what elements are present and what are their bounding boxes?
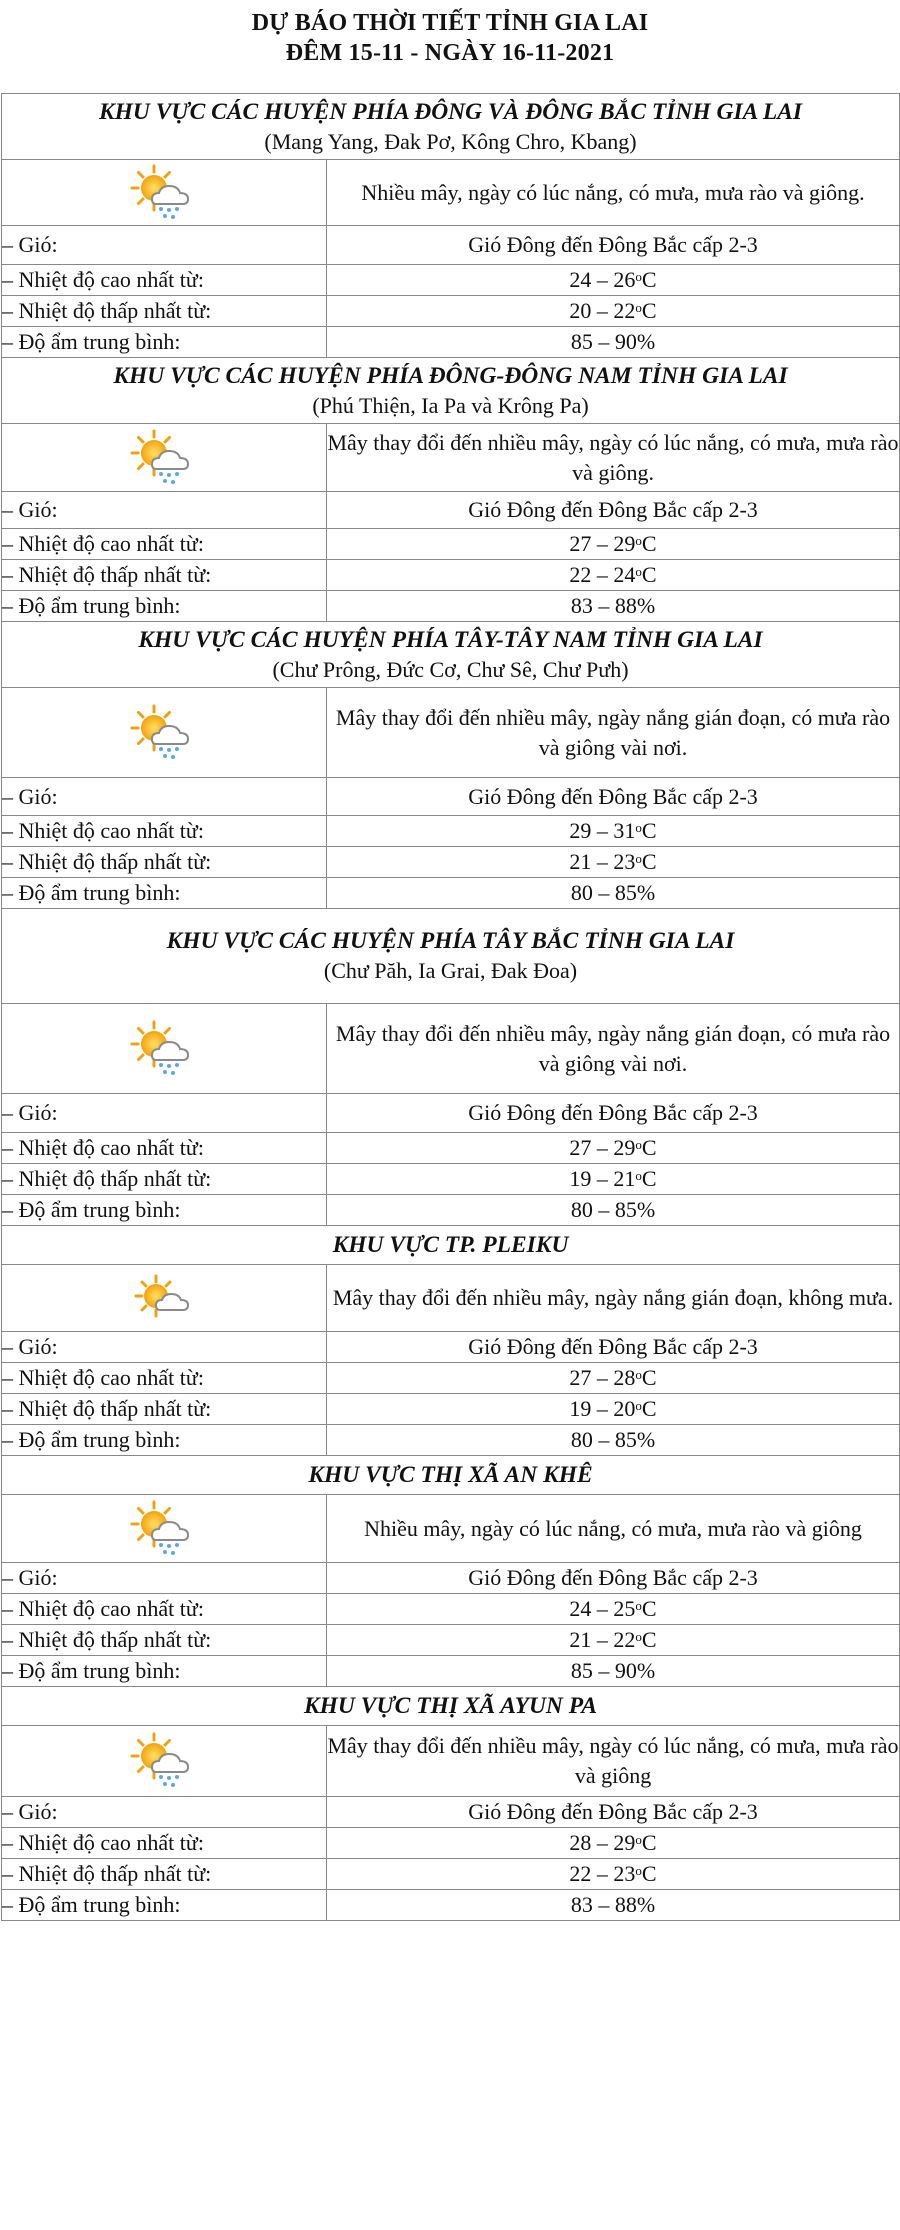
degree-mark: o (635, 820, 642, 835)
temp-min-label: – Nhiệt độ thấp nhất từ: (2, 1625, 327, 1656)
humidity-value: 80 – 85% (327, 1195, 900, 1226)
weather-description: Nhiều mây, ngày có lúc nắng, có mưa, mưa rào và giông. (327, 160, 900, 226)
celsius-unit: C (641, 818, 657, 843)
region-header (2, 1226, 900, 1265)
region-header (2, 1687, 900, 1726)
humidity-row (2, 1656, 900, 1687)
temp-max-range: 24 – 25 (569, 1596, 636, 1621)
wind-value: Gió Đông đến Đông Bắc cấp 2-3 (327, 1563, 900, 1594)
wind-row (2, 492, 900, 529)
temp-max-value (327, 1594, 900, 1625)
temp-min-value (327, 296, 900, 327)
temp-min-row (2, 1859, 900, 1890)
temp-max-row (2, 1133, 900, 1164)
temp-min-value (327, 560, 900, 591)
celsius-unit: C (641, 1861, 657, 1886)
wind-value: Gió Đông đến Đông Bắc cấp 2-3 (327, 1332, 900, 1363)
region-districts: (Phú Thiện, Ia Pa và Krông Pa) (312, 392, 589, 418)
degree-mark: o (635, 1863, 642, 1878)
weather-icon-cell (2, 688, 327, 778)
wind-label: – Gió: (2, 1332, 327, 1363)
temp-min-label: – Nhiệt độ thấp nhất từ: (2, 1394, 327, 1425)
region-header (2, 358, 900, 424)
region-header-row (2, 1456, 900, 1495)
region-districts: (Chư Păh, Ia Grai, Đak Đoa) (323, 958, 578, 983)
temp-min-value (327, 1394, 900, 1425)
temp-max-row (2, 265, 900, 296)
temp-min-range: 22 – 24 (569, 562, 636, 587)
region-header-row (2, 358, 900, 424)
sun-cloud-icon (2, 1272, 326, 1324)
region-name: KHU VỰC CÁC HUYỆN PHÍA TÂY BẮC TỈNH GIA LAI (166, 928, 735, 954)
region-header-row (2, 622, 900, 688)
weather-icon-cell (2, 1726, 327, 1797)
forecast-table (1, 93, 900, 1921)
humidity-value: 83 – 88% (327, 591, 900, 622)
wind-row (2, 226, 900, 265)
humidity-row (2, 591, 900, 622)
celsius-unit: C (641, 1396, 657, 1421)
temp-min-range: 19 – 20 (569, 1396, 636, 1421)
wind-row (2, 1797, 900, 1828)
degree-mark: o (635, 851, 642, 866)
temp-max-range: 29 – 31 (569, 818, 636, 843)
temp-max-row (2, 1363, 900, 1394)
region-name: KHU VỰC CÁC HUYỆN PHÍA TÂY-TÂY NAM TỈNH GIA LAI (138, 626, 763, 653)
wind-row (2, 1094, 900, 1133)
weather-description: Mây thay đổi đến nhiều mây, ngày có lúc nắng, có mưa, mưa rào và giông. (327, 424, 900, 492)
celsius-unit: C (641, 1166, 657, 1191)
temp-max-range: 27 – 29 (569, 1135, 636, 1160)
celsius-unit: C (641, 531, 657, 556)
weather-description: Mây thay đổi đến nhiều mây, ngày nắng gián đoạn, có mưa rào và giông vài nơi. (327, 1004, 900, 1094)
region-name: KHU VỰC TP. PLEIKU (332, 1232, 569, 1258)
temp-max-label: – Nhiệt độ cao nhất từ: (2, 1828, 327, 1859)
wind-value: Gió Đông đến Đông Bắc cấp 2-3 (327, 1094, 900, 1133)
wind-label: – Gió: (2, 1797, 327, 1828)
humidity-value: 85 – 90% (327, 1656, 900, 1687)
document-date-range: ĐÊM 15-11 - NGÀY 16-11-2021 (285, 40, 615, 66)
wind-label: – Gió: (2, 226, 327, 265)
degree-mark: o (635, 1168, 642, 1183)
celsius-unit: C (641, 267, 657, 292)
temp-max-range: 27 – 29 (569, 531, 636, 556)
temp-max-row (2, 1594, 900, 1625)
weather-row (2, 688, 900, 778)
wind-label: – Gió: (2, 1094, 327, 1133)
temp-min-row (2, 296, 900, 327)
sun-cloud-rain-icon (2, 704, 326, 762)
temp-min-range: 21 – 22 (569, 1627, 636, 1652)
sun-cloud-rain-icon (2, 429, 326, 487)
temp-max-row (2, 1828, 900, 1859)
temp-min-label: – Nhiệt độ thấp nhất từ: (2, 1164, 327, 1195)
humidity-label: – Độ ẩm trung bình: (2, 1195, 327, 1226)
weather-icon-cell (2, 424, 327, 492)
region-districts: (Chư Prông, Đức Cơ, Chư Sê, Chư Pưh) (272, 656, 629, 682)
temp-max-label: – Nhiệt độ cao nhất từ: (2, 1133, 327, 1164)
degree-mark: o (635, 300, 642, 315)
weather-row (2, 1495, 900, 1563)
humidity-label: – Độ ẩm trung bình: (2, 327, 327, 358)
temp-max-value (327, 265, 900, 296)
weather-icon-cell (2, 160, 327, 226)
region-name: KHU VỰC THỊ XÃ AYUN PA (303, 1693, 598, 1719)
humidity-value: 85 – 90% (327, 327, 900, 358)
sun-cloud-rain-icon (2, 1500, 326, 1558)
temp-min-label: – Nhiệt độ thấp nhất từ: (2, 296, 327, 327)
sun-cloud-rain-icon (2, 1732, 326, 1790)
temp-min-row (2, 560, 900, 591)
temp-max-label: – Nhiệt độ cao nhất từ: (2, 816, 327, 847)
weather-icon-cell (2, 1495, 327, 1563)
region-name: KHU VỰC CÁC HUYỆN PHÍA ĐÔNG VÀ ĐÔNG BẮC TỈNH GIA LAI (98, 98, 803, 125)
celsius-unit: C (641, 1596, 657, 1621)
temp-max-label: – Nhiệt độ cao nhất từ: (2, 1594, 327, 1625)
forecast-table-body (2, 94, 900, 1921)
temp-max-row (2, 816, 900, 847)
celsius-unit: C (641, 1135, 657, 1160)
degree-mark: o (635, 1367, 642, 1382)
region-header (2, 622, 900, 688)
humidity-value: 83 – 88% (327, 1890, 900, 1921)
temp-min-value (327, 1625, 900, 1656)
humidity-row (2, 1425, 900, 1456)
temp-min-row (2, 847, 900, 878)
weather-description: Nhiều mây, ngày có lúc nắng, có mưa, mưa rào và giông (327, 1495, 900, 1563)
wind-value: Gió Đông đến Đông Bắc cấp 2-3 (327, 226, 900, 265)
region-header-row (2, 94, 900, 160)
degree-mark: o (635, 1629, 642, 1644)
weather-row (2, 160, 900, 226)
degree-mark: o (635, 1398, 642, 1413)
degree-mark: o (635, 1137, 642, 1152)
temp-min-value (327, 1164, 900, 1195)
degree-mark: o (635, 533, 642, 548)
region-name: KHU VỰC THỊ XÃ AN KHÊ (308, 1462, 593, 1488)
region-header-row (2, 909, 900, 1004)
temp-max-label: – Nhiệt độ cao nhất từ: (2, 1363, 327, 1394)
humidity-label: – Độ ẩm trung bình: (2, 1656, 327, 1687)
humidity-row (2, 1890, 900, 1921)
humidity-label: – Độ ẩm trung bình: (2, 1890, 327, 1921)
temp-max-range: 27 – 28 (569, 1365, 636, 1390)
humidity-label: – Độ ẩm trung bình: (2, 591, 327, 622)
degree-mark: o (635, 564, 642, 579)
humidity-label: – Độ ẩm trung bình: (2, 1425, 327, 1456)
humidity-row (2, 327, 900, 358)
weather-row (2, 424, 900, 492)
temp-max-row (2, 529, 900, 560)
temp-max-value (327, 1363, 900, 1394)
humidity-value: 80 – 85% (327, 1425, 900, 1456)
wind-row (2, 1563, 900, 1594)
temp-min-row (2, 1625, 900, 1656)
wind-row (2, 1332, 900, 1363)
weather-icon-cell (2, 1265, 327, 1332)
region-header (2, 94, 900, 160)
celsius-unit: C (641, 562, 657, 587)
humidity-label: – Độ ẩm trung bình: (2, 878, 327, 909)
wind-row (2, 778, 900, 816)
celsius-unit: C (641, 1365, 657, 1390)
wind-label: – Gió: (2, 1563, 327, 1594)
sun-cloud-rain-icon (2, 1020, 326, 1078)
humidity-value: 80 – 85% (327, 878, 900, 909)
region-header-row (2, 1687, 900, 1726)
temp-max-value (327, 1828, 900, 1859)
temp-max-label: – Nhiệt độ cao nhất từ: (2, 529, 327, 560)
temp-max-range: 28 – 29 (569, 1830, 636, 1855)
temp-min-label: – Nhiệt độ thấp nhất từ: (2, 560, 327, 591)
weather-row (2, 1004, 900, 1094)
degree-mark: o (635, 1598, 642, 1613)
temp-min-range: 22 – 23 (569, 1861, 636, 1886)
temp-max-range: 24 – 26 (569, 267, 636, 292)
region-name: KHU VỰC CÁC HUYỆN PHÍA ĐÔNG-ĐÔNG NAM TỈNH GIA LAI (113, 362, 788, 389)
region-header (2, 909, 900, 1004)
degree-mark: o (635, 269, 642, 284)
wind-value: Gió Đông đến Đông Bắc cấp 2-3 (327, 778, 900, 816)
weather-row (2, 1726, 900, 1797)
weather-description: Mây thay đổi đến nhiều mây, ngày nắng gián đoạn, có mưa rào và giông vài nơi. (327, 688, 900, 778)
wind-label: – Gió: (2, 778, 327, 816)
celsius-unit: C (641, 298, 657, 323)
region-header (2, 1456, 900, 1495)
temp-min-row (2, 1394, 900, 1425)
temp-max-value (327, 1133, 900, 1164)
temp-min-label: – Nhiệt độ thấp nhất từ: (2, 1859, 327, 1890)
humidity-row (2, 878, 900, 909)
celsius-unit: C (641, 849, 657, 874)
celsius-unit: C (641, 1627, 657, 1652)
wind-value: Gió Đông đến Đông Bắc cấp 2-3 (327, 492, 900, 529)
temp-min-value (327, 1859, 900, 1890)
document-title: DỰ BÁO THỜI TIẾT TỈNH GIA LAI (251, 10, 649, 36)
temp-min-range: 21 – 23 (569, 849, 636, 874)
sun-cloud-rain-icon (2, 164, 326, 222)
weather-row (2, 1265, 900, 1332)
temp-max-value (327, 816, 900, 847)
wind-value: Gió Đông đến Đông Bắc cấp 2-3 (327, 1797, 900, 1828)
weather-description: Mây thay đổi đến nhiều mây, ngày có lúc nắng, có mưa, mưa rào và giông (327, 1726, 900, 1797)
region-districts: (Mang Yang, Đak Pơ, Kông Chro, Kbang) (264, 128, 637, 154)
temp-max-value (327, 529, 900, 560)
weather-icon-cell (2, 1004, 327, 1094)
temp-min-range: 19 – 21 (569, 1166, 636, 1191)
temp-max-label: – Nhiệt độ cao nhất từ: (2, 265, 327, 296)
celsius-unit: C (641, 1830, 657, 1855)
temp-min-row (2, 1164, 900, 1195)
degree-mark: o (635, 1832, 642, 1847)
temp-min-value (327, 847, 900, 878)
temp-min-label: – Nhiệt độ thấp nhất từ: (2, 847, 327, 878)
humidity-row (2, 1195, 900, 1226)
temp-min-range: 20 – 22 (569, 298, 636, 323)
region-header-row (2, 1226, 900, 1265)
wind-label: – Gió: (2, 492, 327, 529)
weather-description: Mây thay đổi đến nhiều mây, ngày nắng gián đoạn, không mưa. (327, 1265, 900, 1332)
